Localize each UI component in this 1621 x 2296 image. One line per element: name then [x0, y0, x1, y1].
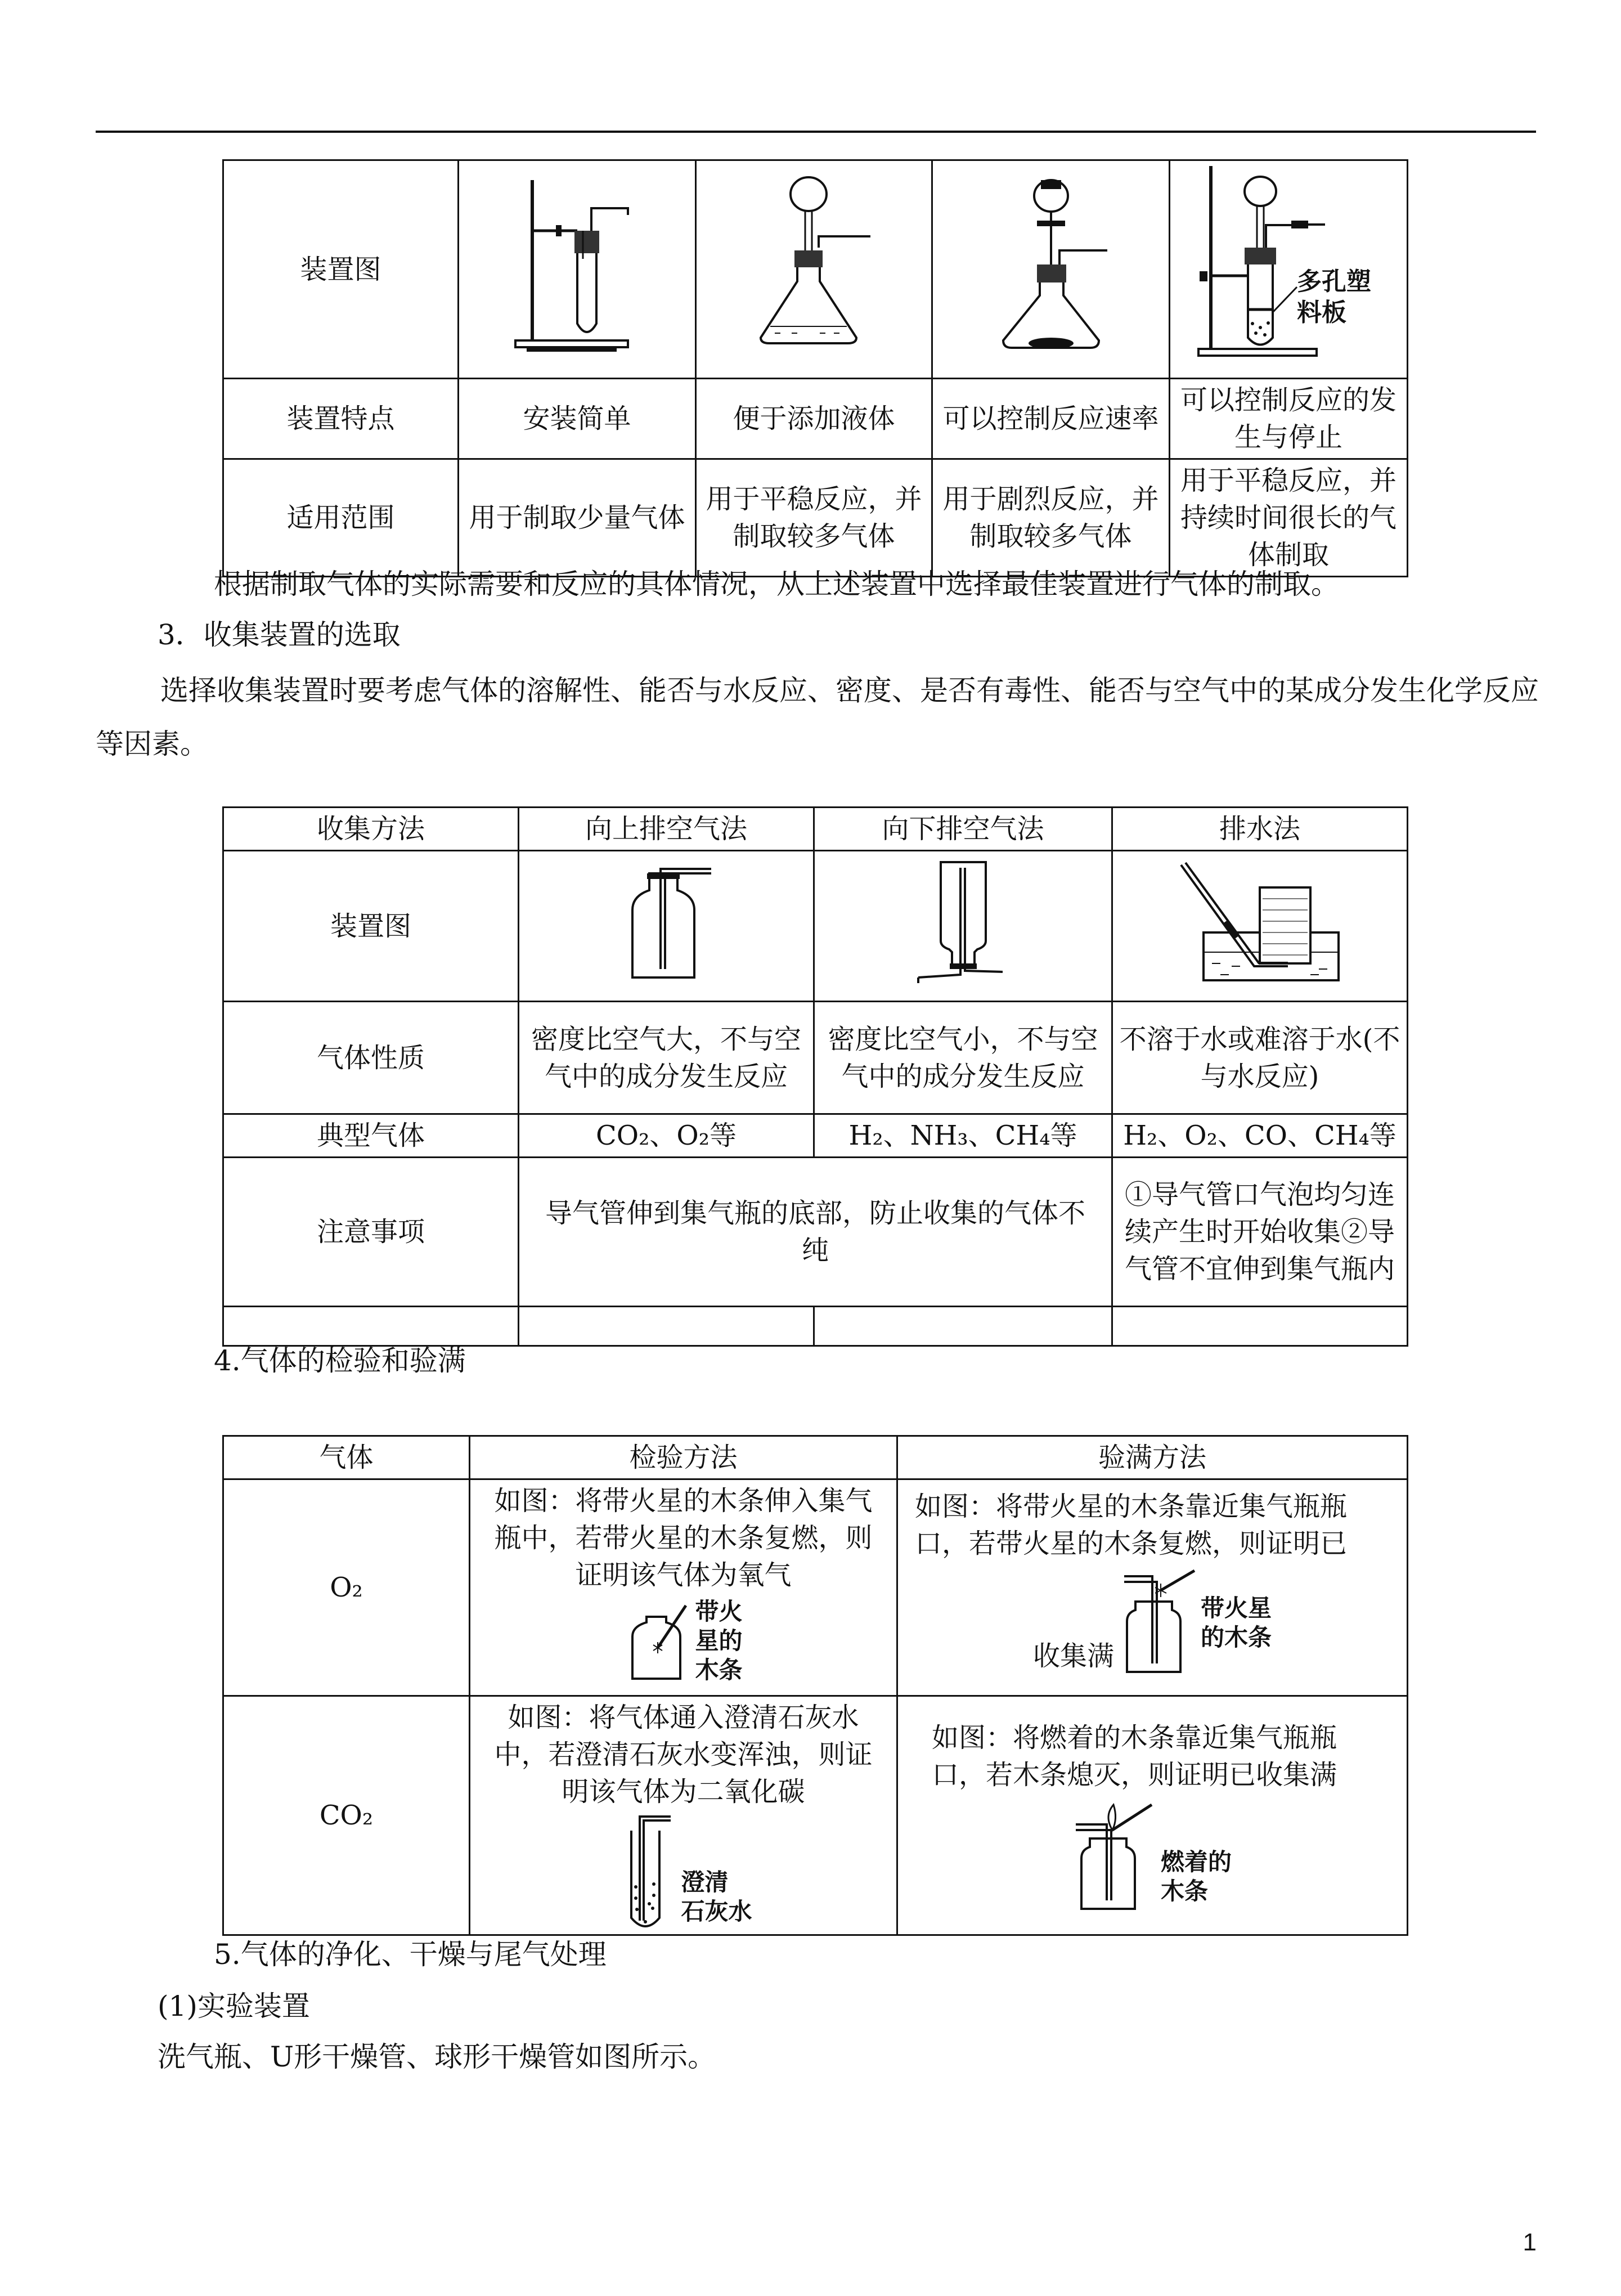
- table-row: [223, 379, 1408, 459]
- table-row: [223, 1479, 1408, 1696]
- property-cell: 不溶于水或难溶于水(不与水反应): [1112, 1002, 1408, 1114]
- generation-apparatus-table: [222, 159, 1408, 577]
- empty-cell: [223, 1307, 519, 1346]
- header-cell: 气体: [223, 1436, 470, 1479]
- scope-cell: 用于制取少量气体: [459, 459, 696, 577]
- co2-test-caption: [681, 1868, 752, 1926]
- water-displacement-cell: [1112, 851, 1408, 1002]
- gas-cell-co2: CO₂: [223, 1696, 470, 1935]
- empty-cell: [1112, 1307, 1408, 1346]
- subsection-1-title: (1)实验装置: [158, 1990, 310, 2023]
- o2-full-cell: [897, 1479, 1408, 1696]
- section-5-title: 5.气体的净化、干燥与尾气处理: [214, 1938, 607, 1971]
- downward-air-cell: [814, 851, 1112, 1002]
- o2-test-cell: [470, 1479, 897, 1696]
- o2-test-caption: [695, 1597, 742, 1685]
- empty-cell: [814, 1307, 1112, 1346]
- typical-cell: H₂、NH₃、CH₄等: [814, 1114, 1112, 1158]
- table-row: [223, 1158, 1408, 1307]
- table-row: [223, 1436, 1408, 1479]
- feature-cell: 安装简单: [459, 379, 696, 459]
- table-row: [223, 808, 1408, 851]
- upward-air-bottle-icon: [599, 856, 734, 986]
- apparatus-cell-1: [459, 160, 696, 379]
- caption-line: 澄清: [681, 1868, 729, 1896]
- caption-line: 木条: [695, 1656, 743, 1684]
- scope-cell: 用于平稳反应，并制取较多气体: [696, 459, 932, 577]
- co2-test-figure: [487, 1814, 879, 1932]
- typical-cell: CO₂、O₂等: [519, 1114, 814, 1158]
- o2-full-caption: [1201, 1594, 1272, 1652]
- o2-full-bottle-icon: [1119, 1568, 1197, 1675]
- table-row: [223, 1114, 1408, 1158]
- property-cell: 密度比空气小，不与空气中的成分发生反应: [814, 1002, 1112, 1114]
- header-cell: 验满方法: [897, 1436, 1408, 1479]
- gas-cell-o2: O₂: [223, 1479, 470, 1696]
- paragraph-selection: 根据制取气体的实际需要和反应的具体情况，从上述装置中选择最佳装置进行气体的制取。: [214, 568, 1339, 600]
- caption-line: 带火星: [1201, 1594, 1272, 1622]
- header-cell: 检验方法: [470, 1436, 897, 1479]
- o2-full-text: 如图：将带火星的木条靠近集气瓶瓶口，若带火星的木条复燃，则证明已: [915, 1491, 1348, 1559]
- caption-line: 石灰水: [681, 1898, 752, 1925]
- kipp-type-apparatus-icon: [1182, 163, 1395, 366]
- apparatus-cell-4: [1170, 160, 1408, 379]
- feature-cell: 便于添加液体: [696, 379, 932, 459]
- notes-air-cell: 导气管伸到集气瓶的底部，防止收集的气体不纯: [519, 1158, 1112, 1307]
- apparatus-cell-2: [696, 160, 932, 379]
- feature-cell: 可以控制反应速率: [932, 379, 1170, 459]
- co2-full-bottle-icon: [1073, 1799, 1157, 1912]
- co2-full-caption: [1161, 1847, 1232, 1906]
- header-cell: 向下排空气法: [814, 808, 1112, 851]
- row-label-feature: 装置特点: [223, 379, 459, 459]
- table-row: [223, 1696, 1408, 1935]
- co2-test-text: 如图：将气体通入澄清石灰水中，若澄清石灰水变浑浊，则证明该气体为二氧化碳: [494, 1702, 873, 1808]
- header-cell: 收集方法: [223, 808, 519, 851]
- plate-caption-1: 多孔塑: [1297, 267, 1371, 296]
- co2-full-cell: [897, 1696, 1408, 1935]
- table-row: [223, 1002, 1408, 1114]
- row-label-device: 装置图: [223, 160, 459, 379]
- caption-line: 的木条: [1201, 1624, 1272, 1651]
- caption-line: 带火: [695, 1598, 743, 1625]
- caption-line: 木条: [1160, 1877, 1208, 1905]
- collection-method-table: [222, 806, 1408, 1347]
- upward-air-cell: [519, 851, 814, 1002]
- empty-cell: [519, 1307, 814, 1346]
- o2-full-left-caption: 收集满: [1032, 1640, 1114, 1672]
- header-cell: 排水法: [1112, 808, 1408, 851]
- row-label-typical: 典型气体: [223, 1114, 519, 1158]
- gas-testing-table: [222, 1435, 1408, 1936]
- property-cell: 密度比空气大，不与空气中的成分发生反应: [519, 1002, 814, 1114]
- row-label-property: 气体性质: [223, 1002, 519, 1114]
- typical-cell: H₂、O₂、CO、CH₄等: [1112, 1114, 1408, 1158]
- flask-with-funnel-icon: [730, 169, 899, 360]
- test-tube-stand-icon: [493, 169, 662, 360]
- scope-cell: 用于剧烈反应，并制取较多气体: [932, 459, 1170, 577]
- limewater-test-tube-icon: [614, 1814, 676, 1932]
- row-label-scope: 适用范围: [223, 459, 459, 577]
- o2-test-text: 如图：将带火星的木条伸入集气瓶中，若带火星的木条复燃，则证明该气体为氧气: [494, 1485, 873, 1591]
- header-rule: [96, 131, 1536, 133]
- section-4-title: 4.气体的检验和验满: [214, 1344, 466, 1377]
- row-label-notes: 注意事项: [223, 1158, 519, 1307]
- plate-caption-2: 料板: [1297, 298, 1346, 327]
- notes-water-cell: ①导气管口气泡均匀连续产生时开始收集②导气管不宜伸到集气瓶内: [1112, 1158, 1408, 1307]
- feature-cell: 可以控制反应的发生与停止: [1170, 379, 1408, 459]
- flask-with-separatory-funnel-icon: [967, 169, 1135, 360]
- table-row: [223, 851, 1408, 1002]
- table-row: [223, 160, 1408, 379]
- co2-test-cell: [470, 1696, 897, 1935]
- o2-bottle-splint-icon: [624, 1597, 691, 1681]
- table-row: [223, 1307, 1408, 1346]
- section-3-title: 3．收集装置的选取: [158, 618, 401, 651]
- paragraph-collection-factors: 选择收集装置时要考虑气体的溶解性、能否与水反应、密度、是否有毒性、能否与空气中的某成分发生化学反应等因素。: [96, 674, 1539, 760]
- header-cell: 向上排空气法: [519, 808, 814, 851]
- o2-test-figure: [487, 1597, 879, 1685]
- page-number: 1: [1523, 2228, 1537, 2256]
- apparatus-cell-3: [932, 160, 1170, 379]
- table-row: [223, 459, 1408, 577]
- caption-line: 星的: [695, 1627, 743, 1654]
- paragraph-apparatus: 洗气瓶、U形干燥管、球形干燥管如图所示。: [158, 2041, 716, 2073]
- water-displacement-icon: [1170, 854, 1350, 989]
- downward-air-bottle-icon: [896, 856, 1031, 986]
- co2-full-figure: [932, 1799, 1373, 1912]
- o2-full-figure: [915, 1568, 1390, 1675]
- scope-cell: 用于平稳反应，并持续时间很长的气体制取: [1170, 459, 1408, 577]
- co2-full-text: 如图：将燃着的木条靠近集气瓶瓶口，若木条熄灭，则证明已收集满: [932, 1722, 1337, 1791]
- caption-line: 燃着的: [1160, 1848, 1232, 1876]
- row-label-device: 装置图: [223, 851, 519, 1002]
